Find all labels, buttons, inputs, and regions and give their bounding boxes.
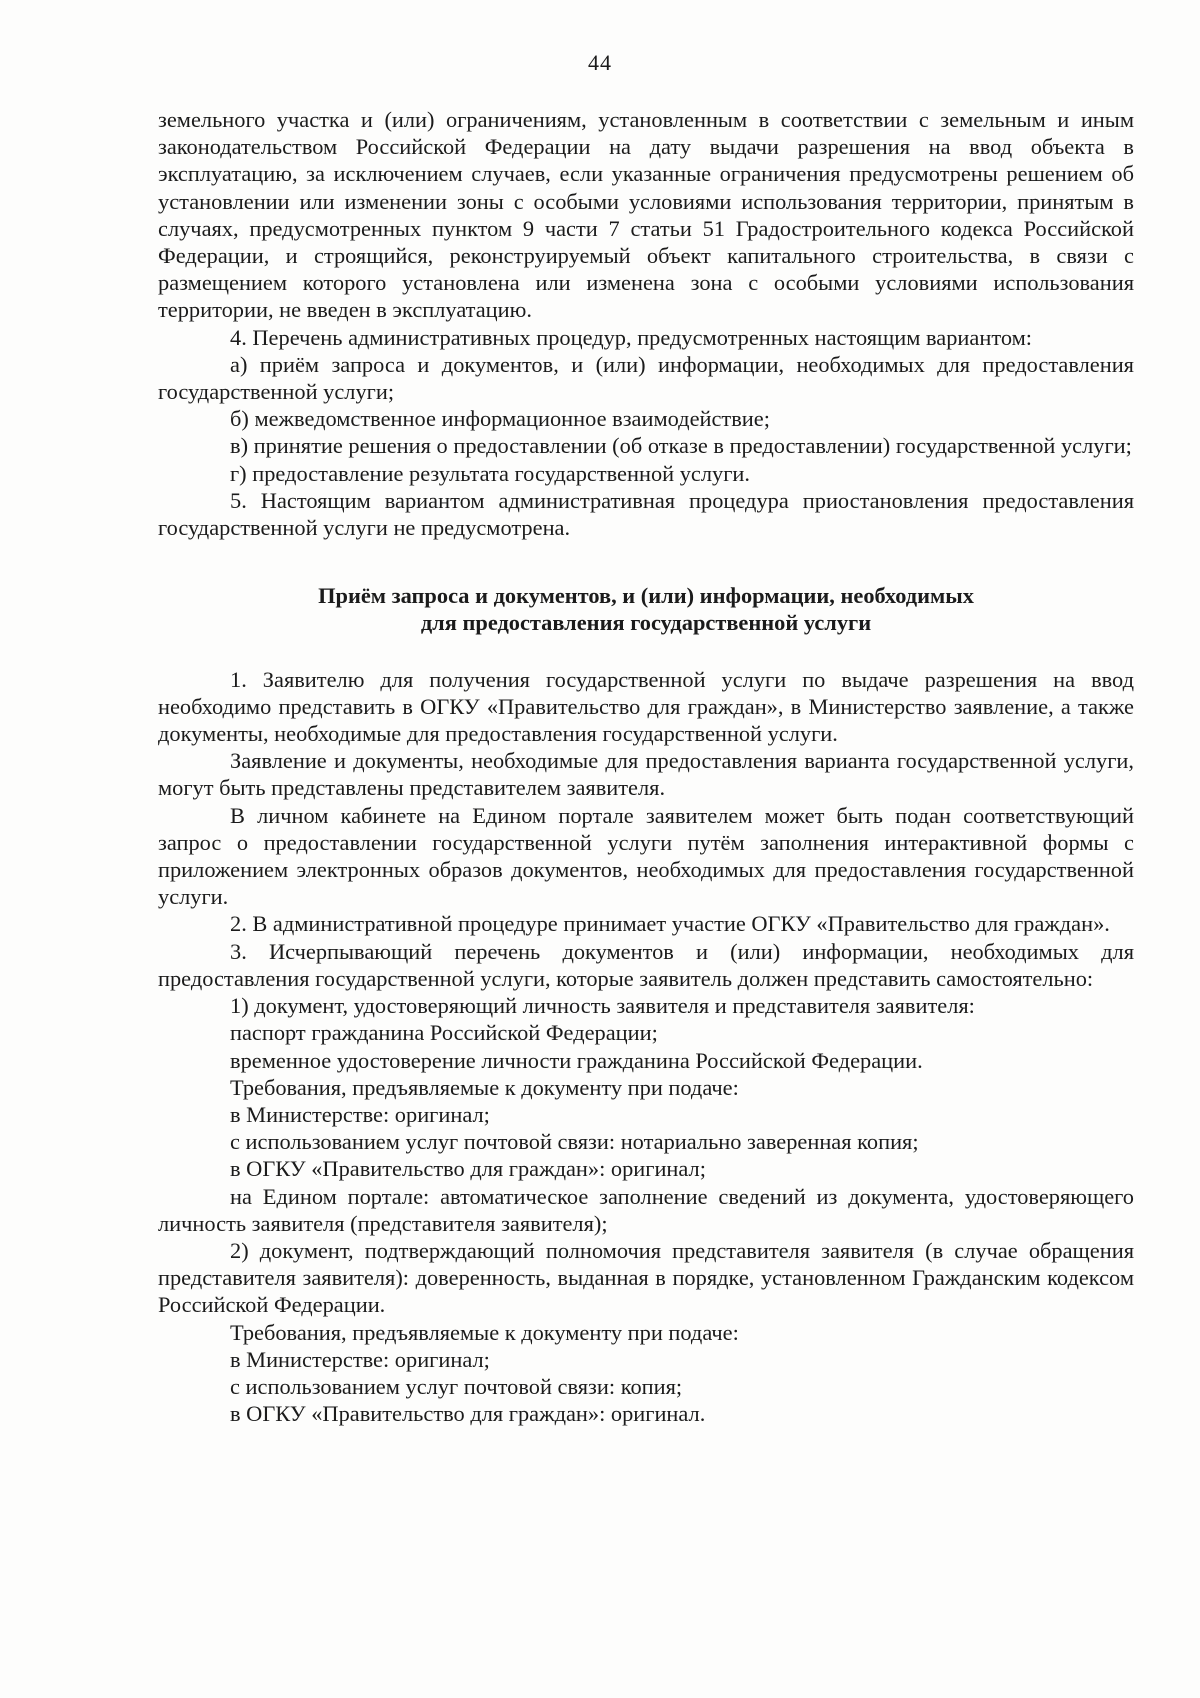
list-item-2: 2) документ, подтверждающий полномочия представителя заявителя (в случае обращения представителя заявителя): доверенность, выданная в порядке, установленном Гражданским кодексом Российской Федерации. [158, 1237, 1134, 1318]
list-item-g: г) предоставление результата государственной услуги. [230, 460, 751, 486]
list-line: в ОГКУ «Правительство для граждан»: оригинал. [230, 1401, 706, 1427]
paragraph-procedures-list: 4. Перечень административных процедур, предусмотренных настоящим вариантом: [230, 324, 1032, 350]
paragraph-item-1: 1. Заявителю для получения государственной услуги по выдаче разрешения на ввод необходимо представить в ОГКУ «Правительство для граждан», в Министерство заявление, а также документы, необходимые для предоставления государственной услуги. [158, 666, 1134, 747]
list-line: Требования, предъявляемые к документу при подаче: [230, 1074, 739, 1100]
list-item-a: а) приём запроса и документов, и (или) информации, необходимых для предоставления государственной услуги; [158, 351, 1134, 405]
paragraph: В личном кабинете на Едином портале заявителем может быть подан соответствующий запрос о предоставлении государственной услуги путём заполнения интерактивной формы с приложением электронных образов документов, необходимых для предоставления государственной услуги. [158, 802, 1134, 910]
list-item-b: б) межведомственное информационное взаимодействие; [230, 406, 770, 432]
page-number: 44 [588, 50, 612, 75]
list-line: паспорт гражданина Российской Федерации; [230, 1020, 658, 1046]
paragraph-item-3: 3. Исчерпывающий перечень документов и (или) информации, необходимых для предоставления государственной услуги, которые заявитель должен представить самостоятельно: [158, 938, 1134, 991]
section-title-line-1: Приём запроса и документов, и (или) информации, необходимых [318, 583, 974, 609]
list-line: временное удостоверение личности гражданина Российской Федерации. [230, 1047, 923, 1073]
document-body [158, 106, 1134, 1427]
section-title-line-2: для предоставления государственной услуги [420, 610, 872, 636]
list-line: в Министерстве: оригинал; [230, 1101, 490, 1127]
list-item-v: в) принятие решения о предоставлении (об отказе в предоставлении) государственной услуги; [230, 433, 1132, 459]
paragraph-continuation: земельного участка и (или) ограничениям, установленным в соответствии с земельным и иным законодательством Российской Федерации на дату выдачи разрешения на ввод объекта в эксплуатацию, за исключением случаев, если указанные ограничения предусмотрены решением об установлении или изменении зоны с особыми условиями использования территории, принятым в случаях, предусмотренных пунктом 9 части 7 статьи 51 Градостроительного кодекса Российской Федерации, и строящийся, реконструируемый объект капитального строительства, в связи с размещением которого установлена или изменена зона с особыми условиями использования территории, не введен в эксплуатацию. [158, 107, 1134, 323]
list-line: на Едином портале: автоматическое заполнение сведений из документа, удостоверяющего личность заявителя (представителя заявителя); [158, 1183, 1134, 1236]
paragraph-item-2: 2. В административной процедуре принимает участие ОГКУ «Правительство для граждан». [230, 911, 1110, 937]
list-line: с использованием услуг почтовой связи: нотариально заверенная копия; [230, 1129, 919, 1155]
list-line: в Министерстве: оригинал; [230, 1346, 490, 1372]
section-title [158, 582, 1134, 636]
paragraph: Заявление и документы, необходимые для предоставления варианта государственной услуги, могут быть представлены представителем заявителя. [158, 748, 1134, 801]
list-item-1: 1) документ, удостоверяющий личность заявителя и представителя заявителя: [230, 993, 975, 1019]
list-line: с использованием услуг почтовой связи: копия; [230, 1373, 683, 1399]
paragraph-item-5: 5. Настоящим вариантом административная процедура приостановления предоставления государственной услуги не предусмотрена. [158, 487, 1134, 541]
list-line: в ОГКУ «Правительство для граждан»: оригинал; [230, 1156, 706, 1182]
list-line: Требования, предъявляемые к документу при подаче: [230, 1319, 739, 1345]
